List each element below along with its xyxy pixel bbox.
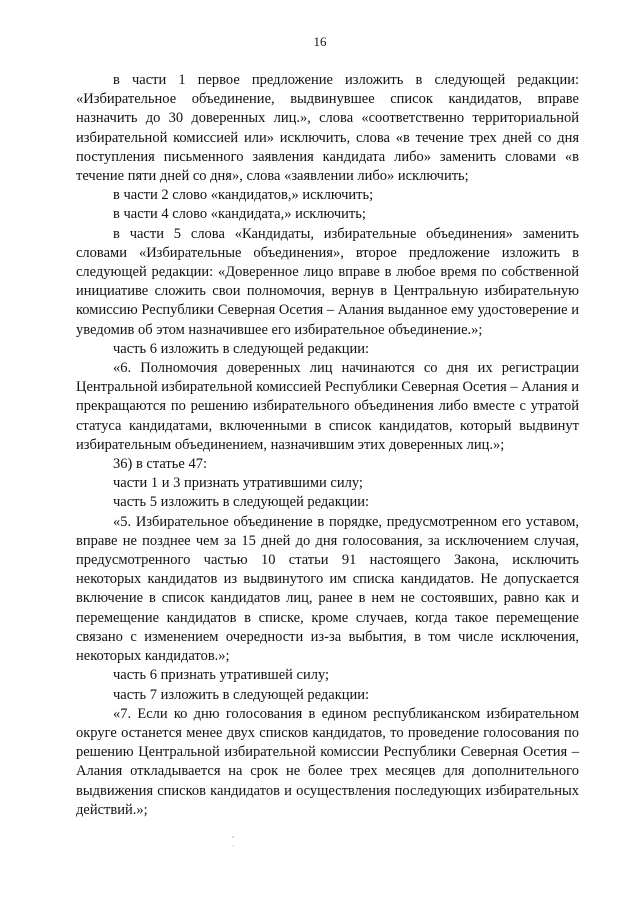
paragraph-part6-repeal: часть 6 признать утратившей силу; bbox=[113, 667, 330, 684]
paragraph-part4-amendment: в части 4 слово «кандидата,» исключить; bbox=[113, 206, 366, 223]
paragraph-part2-amendment: в части 2 слово «кандидатов,» исключить; bbox=[113, 187, 374, 204]
scan-speck bbox=[232, 845, 233, 846]
paragraph-part6-intro: часть 6 изложить в следующей редакции: bbox=[113, 340, 370, 357]
paragraph-part5-amendment: в части 5 слова «Кандидаты, избирательные объединения» заменить словами «Избирательные объединения», второе предложение изложить в следующей редакции: «Доверенное лицо вправе в любое время по собственной инициативе сложить свои полномочия, вернув в Центральную избирательную комиссию Республики Северная Осетия – Алания выданное ему удостоверение и уведомив об этом назначившее его избирательное объединение.»; bbox=[76, 225, 579, 338]
paragraph-parts1-3-repeal: части 1 и 3 признать утратившими силу; bbox=[113, 475, 363, 492]
paragraph-part6-text: «6. Полномочия доверенных лиц начинаются со дня их регистрации Центральной избирательной комиссией Республики Северная Осетия – Алания и прекращаются по решению избирательного объединения либо вместе с утратой статуса кандидатами, включенными в список кандидатов, который выдвинут избирательным объединением, назначившим этих доверенных лиц.»; bbox=[76, 360, 579, 453]
paragraph-part7-text: «7. Если ко дню голосования в едином республиканском избирательном округе останется менее двух списков кандидатов, то проведение голосования по решению Центральной избирательной комиссии Республики Северная Осетия – Алания откладывается на срок не более трех месяцев для дополнительного выдвижения списков кандидатов и осуществления последующих избирательных действий.»; bbox=[76, 705, 579, 818]
page-number: 16 bbox=[313, 34, 327, 49]
paragraph-part1-amendment: в части 1 первое предложение изложить в следующей редакции: «Избирательное объединение, выдвинувшее список кандидатов, вправе назначить до 30 доверенных лиц.», слова «соответственно территориальной избирательной комиссией или» исключить, слова «в течение трех дней со дня поступления письменного заявления кандидата либо» заменить словами «в течение пяти дней со дня», слова «заявлении либо» исключить; bbox=[76, 72, 579, 185]
scan-speck bbox=[232, 836, 234, 838]
paragraph-part7-intro: часть 7 изложить в следующей редакции: bbox=[113, 686, 370, 703]
paragraph-part5-intro: часть 5 изложить в следующей редакции: bbox=[113, 494, 370, 511]
paragraph-part5-text: «5. Избирательное объединение в порядке, предусмотренном его уставом, вправе не позднее чем за 15 дней до дня голосования, за исключением случая, предусмотренного частью 10 статьи 91 настоящего Закона, исключить некоторых кандидатов из выдвинутого им списка кандидатов. Не допускается включение в список кандидатов лиц, ранее в нем не состоявших, равно как и перемещение кандидатов в списке, кроме случаев, когда такое перемещение связано с изменением очередности из-за выбытия, в том числе исключения, некоторых кандидатов.»; bbox=[76, 513, 579, 665]
document-body bbox=[76, 71, 579, 820]
paragraph-article47-heading: 36) в статье 47: bbox=[113, 456, 207, 473]
